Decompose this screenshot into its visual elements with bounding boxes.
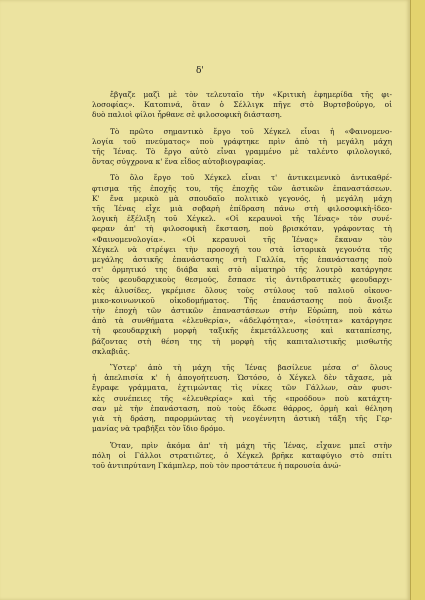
text-line: ἔγραφε γράμματα, ἐχτιμώντας τὶς νίκες τῶν Γάλλων, σὰν φυσι- (92, 383, 392, 393)
text-line: ἀπὸ τὰ συνθήματα «ἐλευθερία», «ἀδελφότητα», «ἰσότητα» κατάργησε (92, 316, 392, 326)
text-line: μικο-κοινωνικοῦ οἰκοδομήματος. Τῆς ἐπανάστασης ποὺ ἄνοιξε (92, 295, 392, 305)
text-line: κὲς συνέπειες τῆς «ἐλευθερίας» καὶ τῆς «προόδου» ποὺ κατάχτη- (92, 393, 392, 403)
body-text (92, 90, 392, 471)
text-line: δυὸ παλιοὶ φίλοι ἦρθανε σὲ φιλοσοφικὴ διάσταση. (92, 110, 283, 120)
text-line: φτισμα τῆς ἐποχῆς του, τῆς ἐποχῆς τῶν ἀστικῶν ἐπαναστάσεων. (92, 183, 392, 193)
text-line: Ὅταν, πρὶν ἀκόμα ἀπ' τὴ μάχη τῆς Ἰένας, εἶχανε μπεῖ στὴν (110, 440, 392, 450)
text-line: ἔβγαζε μαζὶ μὲ τὸν τελευταῖο τὴν «Κριτικὴ ἐφημερίδα τῆς φι- (110, 90, 392, 99)
text-line: μεγάλης ἀστικῆς ἐπανάστασης στὴ Γαλλία, τῆς ἐπανάστασης ποὺ (92, 255, 392, 265)
text-line: Κ' ἕνα μερικὸ μὰ σπουδαῖο πολιτικὸ γεγονός, ἡ μεγάλη μάχη (92, 193, 392, 203)
text-line: βάζοντας στὴ θέση της τὴ μορφὴ τῆς καπιταλιστικῆς μισθωτῆς (92, 336, 392, 346)
text-line: σκλαβιᾶς. (92, 346, 130, 356)
text-line: Τὸ πρῶτο σημαντικὸ ἔργο τοῦ Χέγκελ εἶναι ἡ «Φαινομενο- (110, 126, 392, 136)
text-line: φεραν ἀπ' τὴ φιλοσοφικὴ ἔκσταση, ποὺ βρισκόταν, γράφοντας τὴ (92, 224, 392, 234)
text-line: τὴ φεουδαρχικὴ μορφὴ ταξικῆς ἐκμετάλλευσης καὶ καταπίεσης, (92, 326, 392, 336)
text-line: τοὺς φεουδαρχικοὺς θεσμούς, ἔσπασε τὶς ἀντιδραστικὲς φεουδαρχι- (92, 275, 392, 285)
text-line: ὄντας σύγχρονα κ' ἕνα εἶδος αὐτοβιογραφίας. (92, 157, 266, 167)
text-line: λογία τοῦ πνεύματος» ποὺ γράφτηκε πρὶν ἀπὸ τὴ μεγάλη μάχη (92, 136, 392, 146)
text-line: τῆς Ἰένας. Τὸ ἔργο αὐτὸ εἶναι γραμμένο μὲ ταλέντο φιλολογικό, (92, 147, 392, 157)
page-edge (410, 0, 425, 600)
text-line: «Φαινομενολογία». «Οἱ κεραυνοὶ τῆς Ἰένας» ἔκαναν τὸν (92, 234, 392, 244)
text-line: στ' ὁρμητικό της διάβα καὶ στὸ αἱματηρὸ τῆς λουτρὸ κατάργησε (92, 265, 392, 275)
paragraph (92, 90, 392, 121)
paragraph (92, 173, 392, 357)
text-line: Χέγκελ νὰ στρέψει τὴν προσοχή του στὰ ἱστορικὰ γεγονότα τῆς (92, 244, 392, 254)
text-line: σαν μὲ τὴν ἐπανάσταση, ποὺ τοὺς ἔδωσε θάρρος, ὁρμὴ καὶ θέληση (92, 403, 392, 413)
text-line: τοῦ ἀντιπρύτανη Γκάμπλερ, ποὺ τὸν προστάτευε ἡ παρουσία ἀνώ- (92, 460, 341, 470)
text-line: πόλη οἱ Γάλλοι στρατιῶτες, ὁ Χέγκελ βρῆκε καταφύγιο στὸ σπίτι (92, 450, 392, 460)
text-line: τὴν ἐποχὴ τῶν ἀστικῶν ἐπαναστάσεων στὴν Εὐρώπη, ποὺ κάτω (92, 306, 392, 316)
text-line: Τὸ ὅλο ἔργο τοῦ Χέγκελ εἶναι τ' ἀντικειμενικὸ ἀντικαθρέ- (110, 173, 392, 183)
paragraph (92, 363, 392, 434)
page-number: δ' (196, 66, 204, 76)
text-line: τῆς Ἰένας εἶχε μιὰ σοβαρὴ ἐπίδραση πάνω στὴ φιλοσοφικὴ-ἰδεο- (92, 204, 392, 214)
text-line: ἡ ἀπελπισία κ' ἡ ἀπογοήτευση. Ὡστόσο, ὁ Χέγκελ δὲν τἄχασε, μὰ (92, 373, 392, 383)
text-line: λοσοφίας». Κατοπινά, ὅταν ὁ Σέλλιγκ πῆγε στὸ Βυρτσβούργο, οἱ (92, 100, 392, 110)
text-line: μανίας νὰ τραβήξει τὸν ἴδιο δρόμο. (92, 424, 226, 434)
paragraph (92, 441, 392, 472)
text-line: κὲς ἁλυσίδες, γκρέμισε ὅλους τοὺς στύλους τοῦ παλιοῦ οἰκονο- (92, 285, 392, 295)
text-line: Ὕστερ' ἀπὸ τὴ μάχη τῆς Ἰένας βασίλευε μέσα σ' ὅλους (110, 363, 392, 373)
paragraph (92, 127, 392, 168)
text-line: γιὰ τὴ δράση, παρορμώντας τὴ νεογέννητη ἀστικὴ τάξη τῆς Γερ- (92, 414, 392, 424)
text-line: λογικὴ ἐξέλιξη τοῦ Χέγκελ. «Οἱ κεραυνοὶ τῆς Ἰένας» τὸν συνέ- (92, 214, 392, 224)
